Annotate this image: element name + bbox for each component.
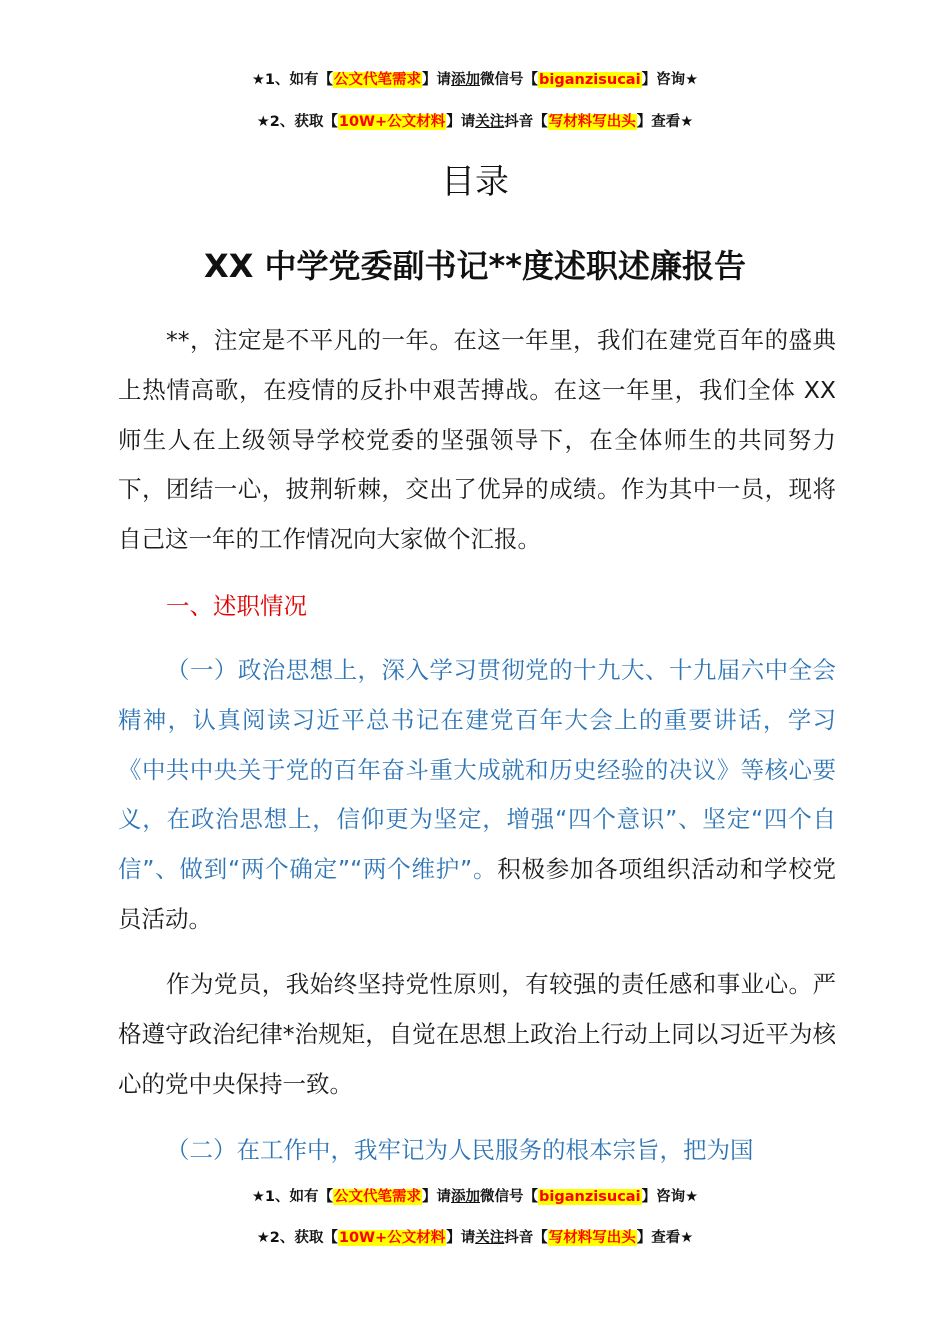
ad-text: 】请 <box>422 72 452 88</box>
ad-highlight: biganzisucai <box>539 72 641 88</box>
section-heading: 一、述职情况 <box>166 592 307 620</box>
ad-underline: 添加 <box>451 1189 481 1205</box>
ad-text: 】请 <box>446 1230 476 1246</box>
ad-text: 微信号【 <box>480 1189 539 1205</box>
ad-highlight: 10W+公文材料 <box>338 1230 446 1246</box>
header-ad-line-2 <box>0 112 950 132</box>
ad-underline: 关注 <box>475 1230 505 1246</box>
ad-text: ★1、如有【 <box>251 1189 334 1205</box>
ad-text: 微信号【 <box>480 72 539 88</box>
ad-highlight: 公文代笔需求 <box>334 72 422 88</box>
ad-text: 抖音【 <box>504 1230 548 1246</box>
ad-highlight: 写材料写出头 <box>548 1230 636 1246</box>
ad-text: 】查看★ <box>636 1230 694 1246</box>
subsection-1-paragraph <box>118 646 836 945</box>
ad-text: 抖音【 <box>504 114 548 130</box>
ad-underline: 关注 <box>475 114 505 130</box>
ad-text: ★2、获取【 <box>256 114 338 130</box>
ad-text: 】咨询★ <box>641 1189 699 1205</box>
intro-paragraph: **，注定是不平凡的一年。在这一年里，我们在建党百年的盛典上热情高歌，在疫情的反扑中艰苦搏战。在这一年里，我们全体 XX 师生人在上级领导学校党委的坚强领导下，在全体师生的共同努力下，团结一心，披荆斩棘，交出了优异的成绩。作为其中一员，现将自己这一年的工作情况向大家做个汇报。 <box>118 326 836 554</box>
subsection-1-text: （一）政治思想上，深入学习贯彻党的十九大、十九届六中全会精神，认真阅读习近平总书记在建党百年大会上的重要讲话，学习《中共中央关于党的百年奋斗重大成就和历史经验的决议》等核心要义，在政治思想上，信仰更为坚定，增强“四个意识”、坚定“四个自信”、做到“两个确定”“两个维护”。 <box>118 656 836 884</box>
ad-highlight: 写材料写出头 <box>548 114 636 130</box>
ad-text: 】查看★ <box>636 114 694 130</box>
ad-text: 】请 <box>422 1189 452 1205</box>
party-member-paragraph: 作为党员，我始终坚持党性原则，有较强的责任感和事业心。严格遵守政治纪律*治规矩，自觉在思想上政治上行动上同以习近平为核心的党中央保持一致。 <box>118 970 836 1098</box>
ad-text: 】请 <box>446 114 476 130</box>
document-title: XX 中学党委副书记**度述职述廉报告 <box>204 247 746 285</box>
subsection-2-paragraph: （二）在工作中，我牢记为人民服务的根本宗旨，把为国 <box>166 1136 754 1164</box>
ad-underline: 添加 <box>451 72 481 88</box>
ad-text: 】咨询★ <box>641 72 699 88</box>
ad-highlight: biganzisucai <box>539 1189 641 1205</box>
ad-highlight: 10W+公文材料 <box>338 114 446 130</box>
footer-ad-line-1 <box>0 1187 950 1207</box>
ad-highlight: 公文代笔需求 <box>334 1189 422 1205</box>
ad-text: ★2、获取【 <box>256 1230 338 1246</box>
header-ad-line-1 <box>0 70 950 90</box>
footer-ad-line-2 <box>0 1228 950 1248</box>
toc-title: 目录 <box>441 162 509 202</box>
subsection-1-tail: 积极参加各项组织活动和学校党员活动。 <box>118 855 837 933</box>
ad-text: ★1、如有【 <box>251 72 334 88</box>
